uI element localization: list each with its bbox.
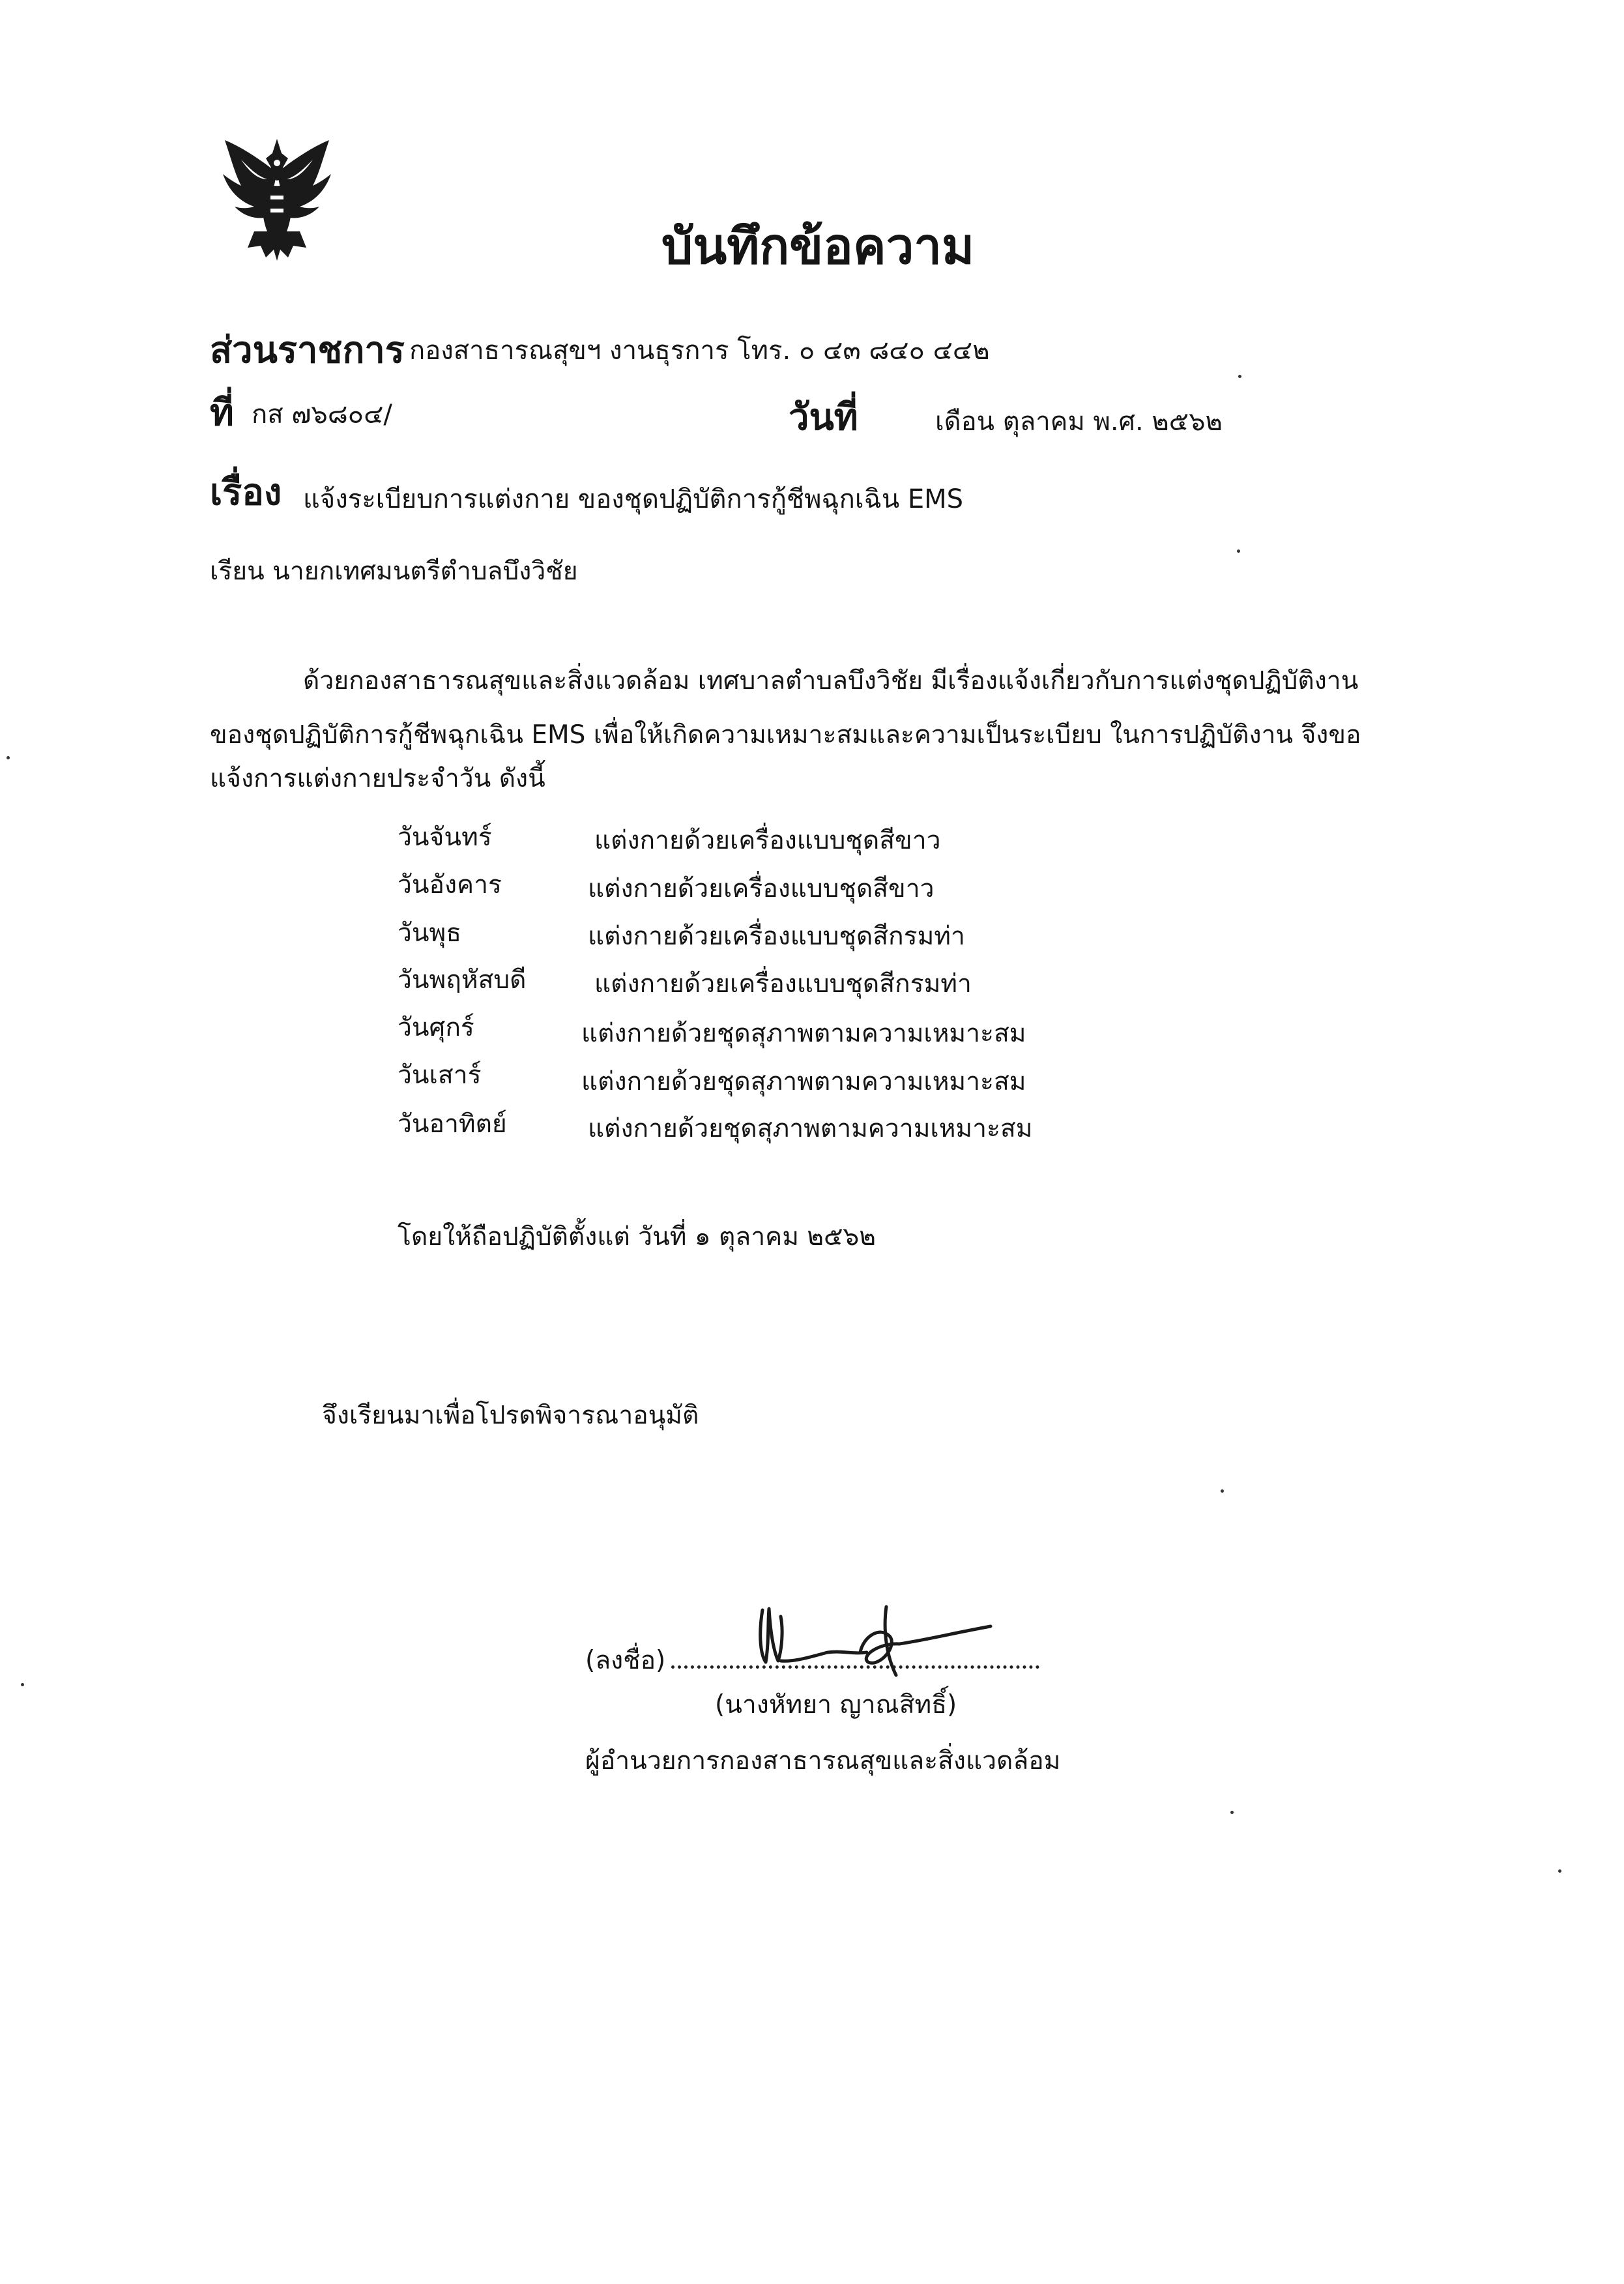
handwritten-signature: [749, 1590, 997, 1701]
ref-label: ที่: [210, 392, 234, 434]
department-value: กองสาธารณสุขฯ งานธุรการ โทร. ๐ ๔๓ ๘๔๐ ๔๔๒: [409, 336, 990, 366]
schedule-day: วันเสาร์: [398, 1061, 482, 1090]
body-line-1: ด้วยกองสาธารณสุขและสิ่งแวดล้อม เทศบาลตำบลบึงวิชัย มีเรื่องแจ้งเกี่ยวกับการแต่งชุดปฏิบัติงาน: [303, 666, 1359, 695]
scan-speck: [1221, 1489, 1224, 1493]
schedule-dress: แต่งกายด้วยเครื่องแบบชุดสีกรมท่า: [588, 922, 965, 951]
schedule-dress: แต่งกายด้วยชุดสุภาพตามความเหมาะสม: [581, 1019, 1026, 1048]
department-label: ส่วนราชการ: [210, 329, 405, 372]
ref-value: กส ๗๖๘๐๔/: [252, 400, 392, 430]
schedule-dress: แต่งกายด้วยเครื่องแบบชุดสีขาว: [594, 826, 941, 855]
schedule-day: วันพฤหัสบดี: [398, 965, 527, 995]
scan-speck: [1558, 1869, 1561, 1873]
schedule-dress: แต่งกายด้วยชุดสุภาพตามความเหมาะสม: [581, 1067, 1026, 1096]
schedule-day: วันอาทิตย์: [398, 1109, 507, 1139]
scan-speck: [1230, 1811, 1234, 1814]
signer-name: (นางหัทยา ญาณสิทธิ์): [715, 1690, 957, 1720]
scan-speck: [7, 756, 10, 759]
signer-position: ผู้อำนวยการกองสาธารณสุขและสิ่งแวดล้อม: [585, 1746, 1061, 1776]
subject-label: เรื่อง: [210, 471, 282, 514]
scan-speck: [1238, 375, 1241, 378]
body-line-3: แจ้งการแต่งกายประจำวัน ดังนี้: [210, 764, 545, 793]
date-value: เดือน ตุลาคม พ.ศ. ๒๕๖๒: [935, 407, 1223, 437]
schedule-dress: แต่งกายด้วยเครื่องแบบชุดสีขาว: [588, 874, 935, 903]
schedule-dress: แต่งกายด้วยชุดสุภาพตามความเหมาะสม: [588, 1114, 1033, 1143]
memo-title: บันทึกข้อความ: [661, 217, 975, 275]
subject-value: แจ้งระเบียบการแต่งกาย ของชุดปฏิบัติการกู้ชีพฉุกเฉิน EMS: [303, 484, 964, 514]
schedule-day: วันอังคาร: [398, 870, 502, 900]
scan-speck: [1237, 549, 1240, 553]
schedule-day: วันพุธ: [398, 918, 462, 948]
garuda-emblem-icon: [215, 134, 339, 264]
closing-line: จึงเรียนมาเพื่อโปรดพิจารณาอนุมัติ: [322, 1401, 699, 1430]
body-line-2: ของชุดปฏิบัติการกู้ชีพฉุกเฉิน EMS เพื่อให้เกิดความเหมาะสมและความเป็นระเบียบ ในการปฏิบัติงาน จึงขอ: [210, 720, 1361, 750]
schedule-day: วันศุกร์: [398, 1013, 474, 1042]
scan-speck: [21, 1683, 24, 1686]
date-label: วันที่: [789, 396, 858, 439]
effective-date: โดยให้ถือปฏิบัติตั้งแต่ วันที่ ๑ ตุลาคม ๒๕๖๒: [398, 1222, 876, 1252]
salutation: เรียน นายกเทศมนตรีตำบลบึงวิชัย: [210, 557, 578, 586]
sign-label: (ลงชื่อ): [585, 1646, 666, 1675]
schedule-dress: แต่งกายด้วยเครื่องแบบชุดสีกรมท่า: [594, 969, 972, 999]
schedule-day: วันจันทร์: [398, 823, 492, 852]
